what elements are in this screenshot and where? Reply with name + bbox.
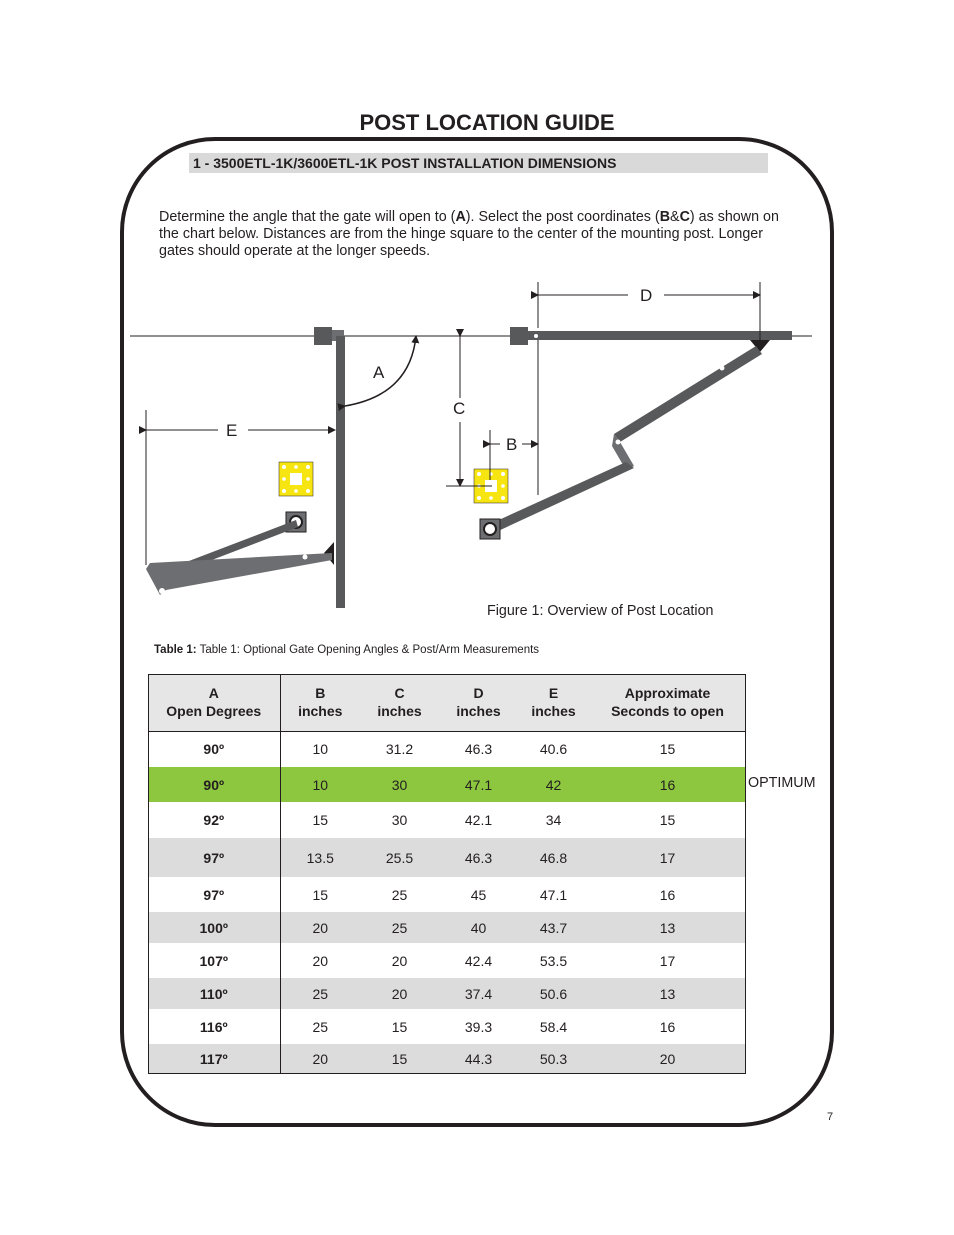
intro-paragraph (159, 209, 799, 260)
header-c: C inches (360, 674, 439, 731)
optimum-label: OPTIMUM (748, 775, 816, 791)
table-caption-text: Table 1: Optional Gate Opening Angles & Post/Arm Measurements (199, 644, 540, 656)
section-heading: 1 - 3500ETL-1K/3600ETL-1K POST INSTALLATION DIMENSIONS (189, 153, 768, 173)
figure-caption: Figure 1: Overview of Post Location (487, 603, 714, 619)
header-a: A Open Degrees (148, 674, 280, 731)
table-row: 100º 20 25 40 43.7 13 (148, 912, 746, 943)
table-row: 90º 10 31.2 46.3 40.6 15 (148, 731, 746, 767)
table-header-divider (148, 731, 746, 732)
intro-bold-a: A (455, 209, 466, 225)
label-e: E (226, 421, 238, 440)
right-hinge-block (510, 327, 528, 345)
intro-text-3: & (670, 209, 680, 225)
right-gate-bar (528, 331, 792, 340)
measurements-table (148, 674, 746, 1074)
table-row: 116º 25 15 39.3 58.4 16 (148, 1009, 746, 1044)
table-row: 92º 15 30 42.1 34 15 (148, 802, 746, 838)
table-row: 107º 20 20 42.4 53.5 17 (148, 943, 746, 978)
header-d: D inches (439, 674, 518, 731)
label-d: D (640, 286, 653, 305)
table-row: 117º 20 15 44.3 50.3 20 (148, 1044, 746, 1074)
left-gate (146, 327, 416, 608)
left-post-bracket (279, 462, 313, 496)
left-gate-post (336, 336, 345, 608)
right-lower-arm (490, 462, 634, 532)
header-b: B inches (280, 674, 360, 731)
table-header-row (148, 674, 746, 731)
table-row: 110º 25 20 37.4 50.6 13 (148, 978, 746, 1009)
intro-text-2: ). Select the post coordinates ( (465, 209, 660, 225)
post-location-diagram (120, 270, 820, 615)
label-b: B (506, 435, 518, 454)
right-gate (446, 282, 792, 539)
intro-bold-b: B (659, 209, 671, 225)
table-caption (154, 644, 539, 656)
right-upper-arm (614, 346, 762, 442)
table-caption-prefix: Table 1: (154, 644, 197, 656)
table-row: 97º 15 25 45 47.1 16 (148, 877, 746, 912)
label-a: A (373, 363, 385, 382)
page-title: POST LOCATION GUIDE (359, 110, 615, 135)
left-hinge-block (314, 327, 332, 345)
label-c: C (453, 399, 466, 418)
intro-bold-c: C (679, 209, 690, 225)
table-row-optimum: 90º 10 30 47.1 42 16 (148, 767, 746, 802)
table-row: 97º 13.5 25.5 46.3 46.8 17 (148, 838, 746, 877)
page-number: 7 (827, 1111, 834, 1123)
header-seconds: Approximate Seconds to open (589, 674, 746, 731)
header-e: E inches (518, 674, 589, 731)
intro-text-1: Determine the angle that the gate will open to ( (159, 209, 456, 225)
intro-text-4: ) as shown on the chart below. Distances are from the hinge square to the center of the mounting post. Longer gates should operate at the longer speeds. (159, 209, 779, 259)
